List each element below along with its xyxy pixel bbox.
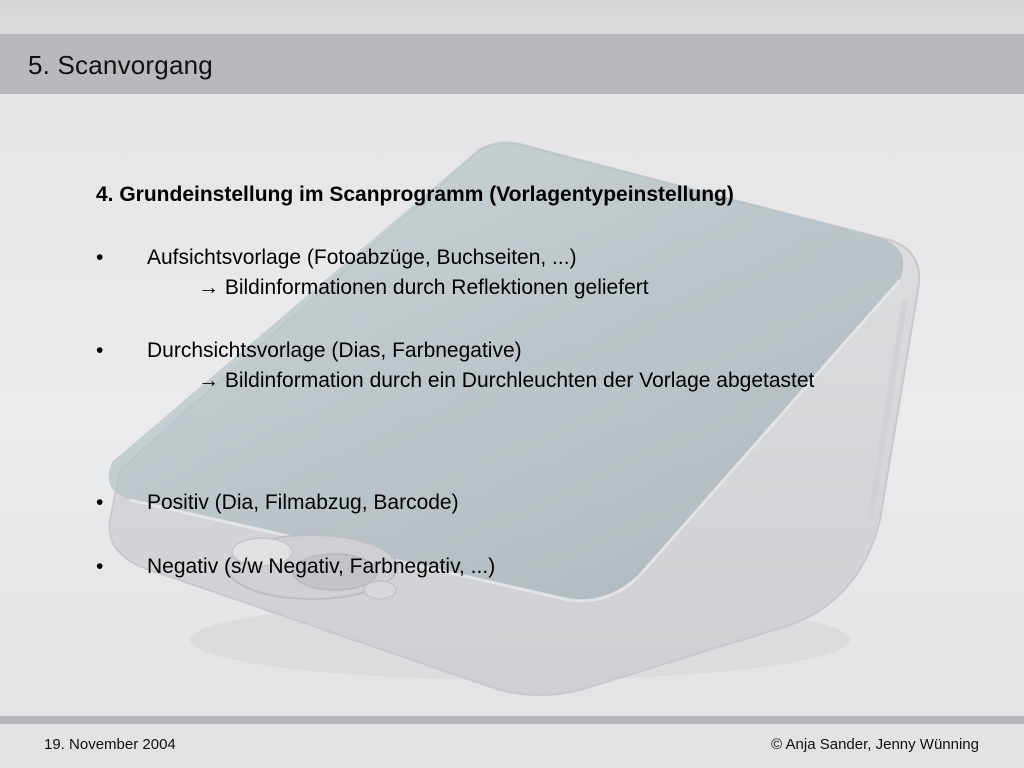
section-heading: 4. Grundeinstellung im Scanprogramm (Vorlagentypeinstellung) (96, 183, 734, 206)
bullet-icon: • (96, 246, 104, 269)
bullet-icon: • (96, 555, 104, 578)
bullet-icon: • (96, 491, 104, 514)
bullet-item-positiv: Positiv (Dia, Filmabzug, Barcode) (147, 491, 459, 514)
bullet-sub-transmission: → Bildinformation durch ein Durchleuchten der Vorlage abgetastet (198, 369, 815, 392)
bullet-item-negativ: Negativ (s/w Negativ, Farbnegativ, ...) (147, 555, 496, 578)
slide-title: 5. Scanvorgang (28, 50, 213, 80)
footer-divider (0, 716, 1024, 724)
footer-date: 19. November 2004 (44, 736, 176, 753)
footer-copyright: © Anja Sander, Jenny Wünning (771, 736, 979, 753)
bullet-item-aufsichtsvorlage: Aufsichtsvorlage (Fotoabzüge, Buchseiten, ...) (147, 246, 577, 269)
bullet-item-durchsichtsvorlage: Durchsichtsvorlage (Dias, Farbnegative) (147, 339, 522, 362)
bullet-icon: • (96, 339, 104, 362)
bullet-sub-reflection: → Bildinformationen durch Reflektionen geliefert (198, 276, 649, 299)
